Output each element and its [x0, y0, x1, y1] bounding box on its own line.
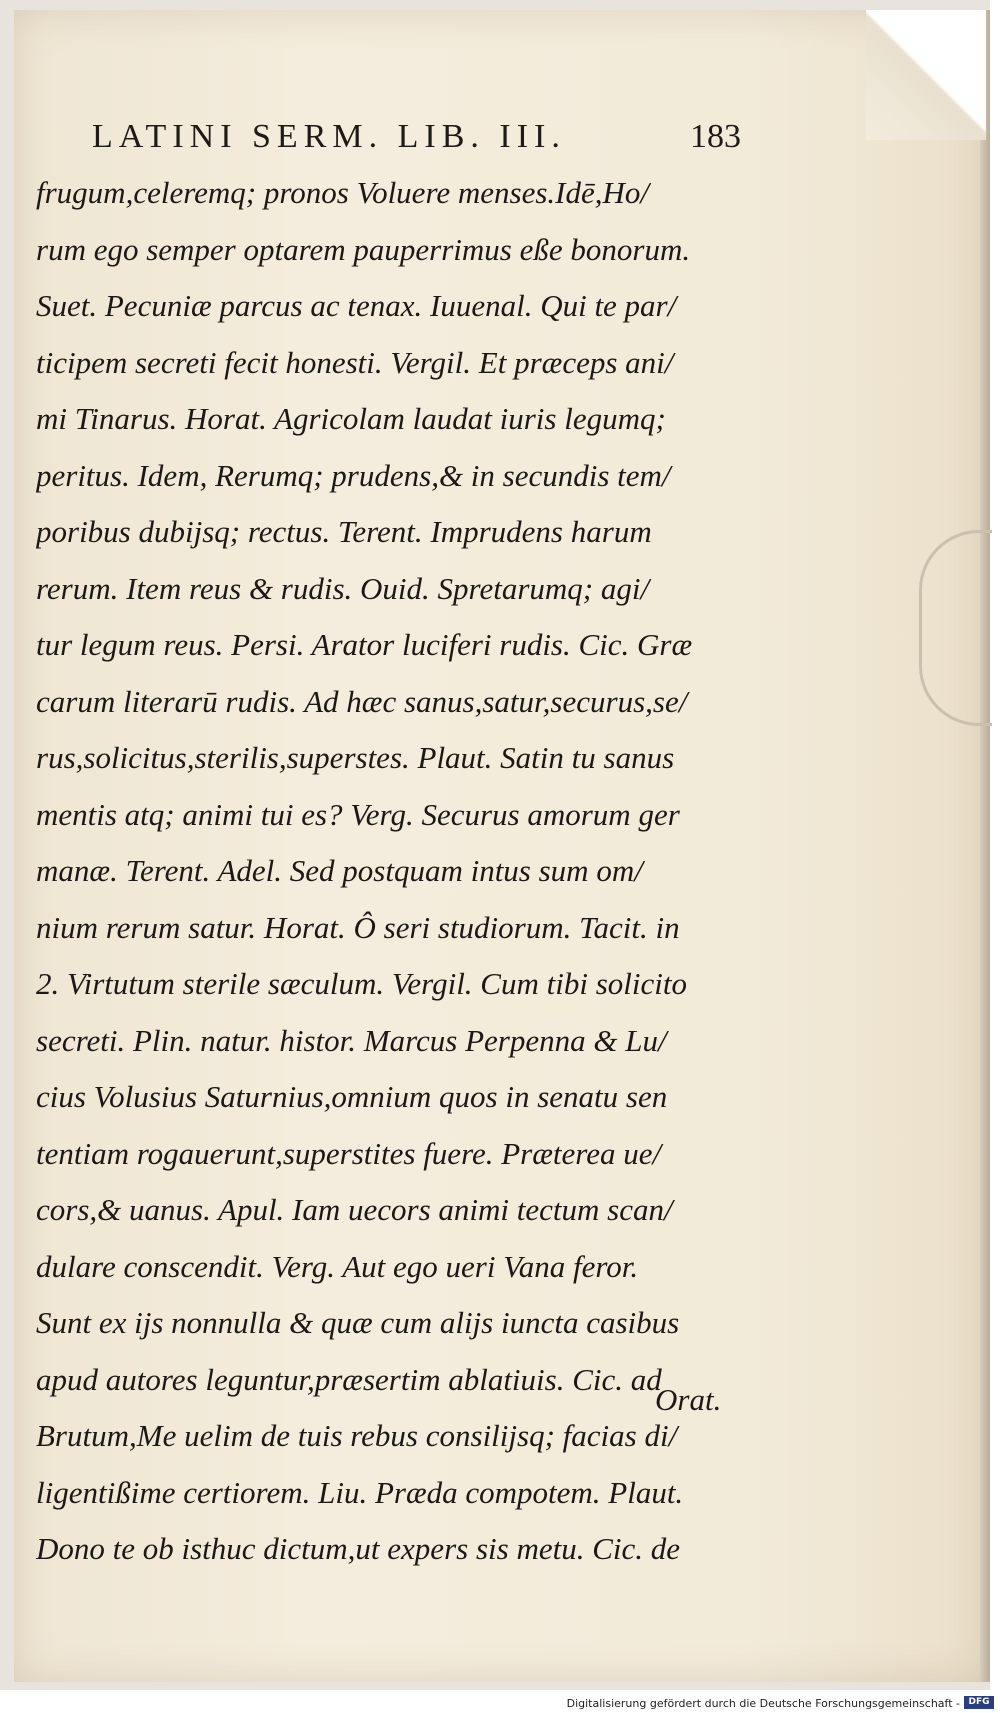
text-line: rus,solicitus,sterilis,superstes. Plaut. Satin tu sanus [36, 740, 675, 775]
text-block [36, 165, 756, 1578]
catchword: Orat. [655, 1382, 722, 1417]
text-line: cors,& uanus. Apul. Iam uecors animi tectum scan/ [36, 1192, 673, 1227]
folded-corner [866, 10, 986, 140]
page-clasp-outline [919, 530, 992, 726]
text-line: tentiam rogauerunt,superstites fuere. Præterea ue/ [36, 1135, 662, 1171]
text-line: 2. Virtutum sterile sæculum. Vergil. Cum tibi solicito [36, 966, 687, 1001]
text-line: frugum,celeremq; pronos Voluere menses.Idē,Ho/ [36, 175, 649, 210]
text-line: rerum. Item reus & rudis. Ouid. Spretarumq; agi/ [36, 570, 650, 606]
page-number: 183 [690, 118, 741, 155]
text-line: apud autores leguntur,præsertim ablatiuis. Cic. ad [36, 1361, 662, 1397]
text-line: mi Tinarus. Horat. Agricolam laudat iuris legumq; [36, 401, 666, 436]
page-edge [980, 10, 990, 1682]
text-line: cius Volusius Saturnius,omnium quos in senatu sen [36, 1079, 668, 1114]
text-line: poribus dubijsq; rectus. Terent. Imprudens harum [36, 514, 652, 549]
text-line: Sunt ex ijs nonnulla & quæ cum alijs iuncta casibus [36, 1305, 680, 1340]
digitization-credit: Digitalisierung gefördert durch die Deutsche Forschungsgemeinschaft - [566, 1697, 960, 1710]
text-line: manæ. Terent. Adel. Sed postquam intus sum om/ [36, 853, 643, 888]
text-line: mentis atq; animi tui es? Verg. Securus amorum ger [36, 796, 680, 832]
text-line: secreti. Plin. natur. histor. Marcus Perpenna & Lu/ [36, 1022, 667, 1058]
text-line: Suet. Pecuniæ parcus ac tenax. Iuuenal. Qui te par/ [36, 288, 677, 323]
text-line: dulare conscendit. Verg. Aut ego ueri Vana feror. [36, 1248, 639, 1284]
text-line: ligentißime certiorem. Liu. Præda compotem. Plaut. [36, 1474, 684, 1510]
text-line: carum literarū rudis. Ad hæc sanus,satur,securus,se/ [36, 683, 688, 719]
text-line: Dono te ob isthuc dictum,ut expers sis metu. Cic. de [36, 1531, 681, 1566]
text-line: ticipem secreti fecit honesti. Vergil. Et præceps ani/ [36, 344, 674, 380]
text-line: tur legum reus. Persi. Arator luciferi rudis. Cic. Græ [36, 627, 693, 662]
text-line: rum ego semper optarem pauperrimus eße bonorum. [36, 231, 691, 267]
text-line: Brutum,Me uelim de tuis rebus consilijsq; facias di/ [36, 1418, 678, 1453]
dfg-logo-icon: DFG [964, 1696, 994, 1709]
running-head: LATINI SERM. LIB. III. [92, 118, 566, 155]
text-line: peritus. Idem, Rerumq; prudens,& in secundis tem/ [36, 457, 671, 493]
text-line: nium rerum satur. Horat. Ô seri studiorum. Tacit. in [36, 909, 680, 945]
